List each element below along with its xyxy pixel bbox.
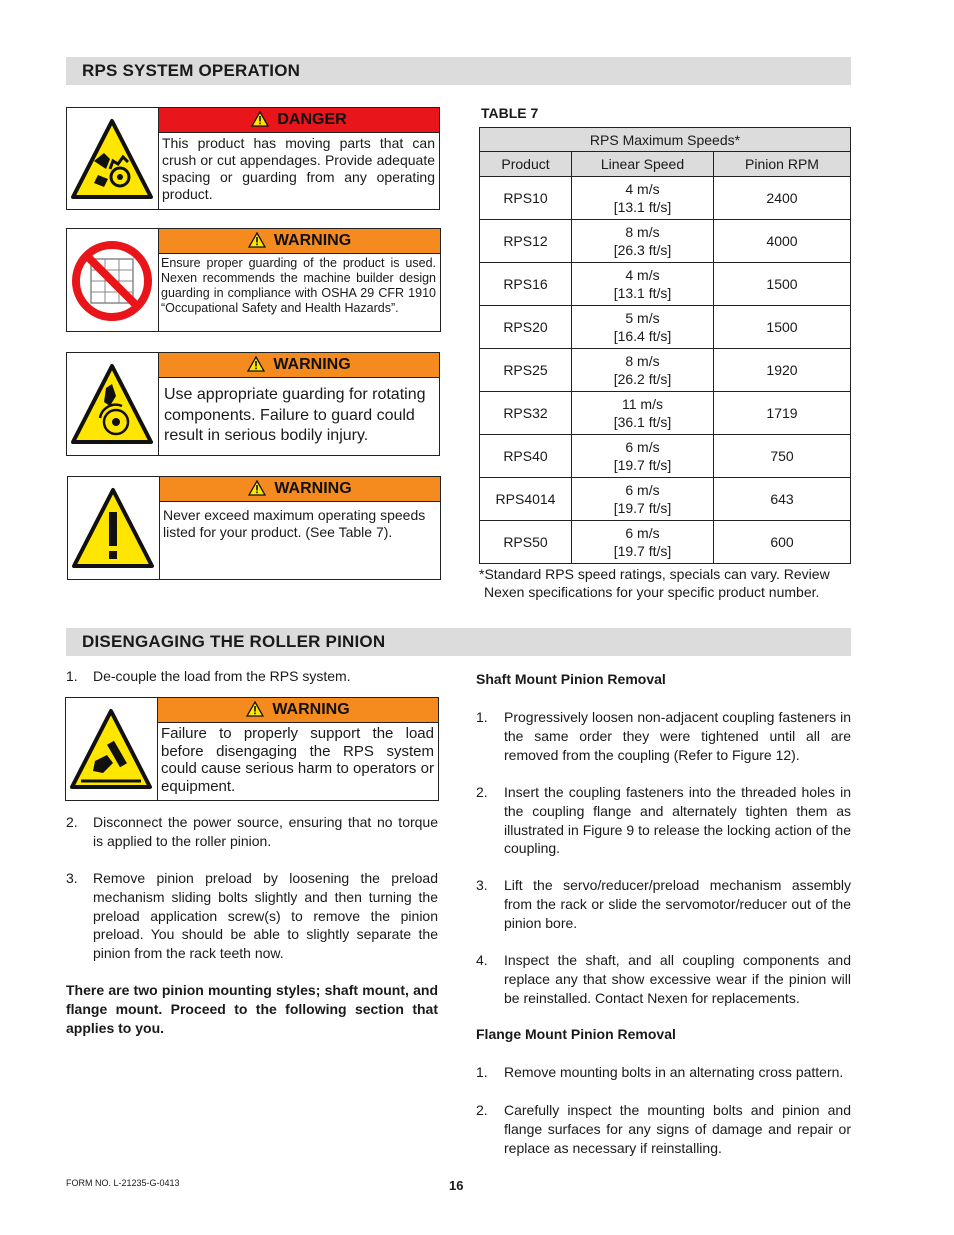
table-row <box>480 177 851 220</box>
warning-guarding-text: Ensure proper guarding of the product is used. Nexen recommends the machine builder design guarding in compliance with OSHA 29 CFR 1910 “Occupational Safety and Health Hazards”. <box>161 256 436 315</box>
footnote-line-2: Nexen specifications for your specific product number. <box>484 584 820 600</box>
product-cell: RPS20 <box>480 306 572 349</box>
step-text: De-couple the load from the RPS system. <box>93 668 351 684</box>
table-row <box>480 349 851 392</box>
step-number: 1. <box>476 709 488 725</box>
step-text: Carefully inspect the mounting bolts and pinion and flange surfaces for any signs of damage and repair or replace as necessary if reinstalling. <box>504 1102 851 1156</box>
danger-header <box>159 108 439 133</box>
rpm-cell: 1500 <box>714 306 851 349</box>
danger-label: DANGER <box>277 111 347 128</box>
warning-triangle-icon <box>248 480 266 504</box>
rpm-cell: 1500 <box>714 263 851 306</box>
danger-alert-box <box>66 107 440 210</box>
product-cell: RPS12 <box>480 220 572 263</box>
rpm-cell: 2400 <box>714 177 851 220</box>
section-title-disengage: DISENGAGING THE ROLLER PINION <box>66 628 851 656</box>
step-text: Remove mounting bolts in an alternating cross pattern. <box>504 1064 844 1080</box>
warning-triangle-icon <box>246 701 264 725</box>
speed-cell: 5 m/s [16.4 ft/s] <box>572 306 714 349</box>
step-text: Lift the servo/reducer/preload mechanism assembly from the rack or slide the servomotor/reducer out of the pinion bore. <box>504 877 851 931</box>
speed-cell: 4 m/s [13.1 ft/s] <box>572 263 714 306</box>
step-text: Disconnect the power source, ensuring that no torque is applied to the roller pinion. <box>93 814 438 849</box>
table-footnote <box>479 565 857 601</box>
table-caption: RPS Maximum Speeds* <box>480 128 851 152</box>
step-number: 1. <box>66 668 78 684</box>
product-cell: RPS16 <box>480 263 572 306</box>
column-header-linear-speed: Linear Speed <box>572 152 714 177</box>
product-cell: RPS40 <box>480 435 572 478</box>
step-number: 3. <box>66 870 78 886</box>
rotating-parts-hazard-icon <box>67 353 159 455</box>
section-title-operation: RPS SYSTEM OPERATION <box>66 57 851 85</box>
falling-load-hazard-icon <box>66 698 158 800</box>
shaft-mount-heading: Shaft Mount Pinion Removal <box>476 671 666 687</box>
warning-load-text: Failure to properly support the load before disengaging the RPS system could cause serious harm to operators or equipment. <box>161 725 434 795</box>
product-cell: RPS10 <box>480 177 572 220</box>
warning-label: WARNING <box>274 480 352 497</box>
speed-cell: 8 m/s [26.2 ft/s] <box>572 349 714 392</box>
rpm-cell: 600 <box>714 521 851 564</box>
product-cell: RPS32 <box>480 392 572 435</box>
step-number: 3. <box>476 877 488 893</box>
exclamation-hazard-icon <box>68 477 160 579</box>
step-number: 1. <box>476 1064 488 1080</box>
warning-guarding-box <box>66 228 441 332</box>
mounting-note: There are two pinion mounting styles; shaft mount, and flange mount. Proceed to the following section that applies to you. <box>66 982 438 1036</box>
warning-triangle-icon <box>248 232 266 256</box>
warning-header <box>158 698 438 723</box>
rpm-cell: 1920 <box>714 349 851 392</box>
table-row <box>480 220 851 263</box>
speed-cell: 6 m/s [19.7 ft/s] <box>572 435 714 478</box>
step-text: Remove pinion preload by loosening the preload mechanism sliding bolts slightly and then turning the preload application screw(s) to remove the pinion preload. You should be able to slightly separate the pinion from the rack teeth now. <box>93 870 438 962</box>
step-number: 4. <box>476 952 488 968</box>
rpm-cell: 1719 <box>714 392 851 435</box>
table-row <box>480 478 851 521</box>
table-label: TABLE 7 <box>481 105 539 121</box>
warning-rotating-text: Use appropriate guarding for rotating components. Failure to guard could result in serious bodily injury. <box>164 386 426 444</box>
warning-rotating-box <box>66 352 440 456</box>
column-header-pinion-rpm: Pinion RPM <box>714 152 851 177</box>
warning-load-box <box>65 697 439 801</box>
speed-cell: 6 m/s [19.7 ft/s] <box>572 478 714 521</box>
step-text: Inspect the shaft, and all coupling components and replace any that show excessive wear if the pinion will be reinstalled. Contact Nexen for replacements. <box>504 952 851 1006</box>
table-row <box>480 435 851 478</box>
rpm-cell: 4000 <box>714 220 851 263</box>
rpm-cell: 750 <box>714 435 851 478</box>
product-cell: RPS50 <box>480 521 572 564</box>
danger-text: This product has moving parts that can crush or cut appendages. Provide adequate spacing or guarding from any operating product. <box>162 135 435 202</box>
product-cell: RPS25 <box>480 349 572 392</box>
speed-cell: 8 m/s [26.3 ft/s] <box>572 220 714 263</box>
form-number: FORM NO. L-21235-G-0413 <box>66 1178 180 1188</box>
step-number: 2. <box>476 1102 488 1118</box>
page-number: 16 <box>449 1178 464 1193</box>
speed-cell: 11 m/s [36.1 ft/s] <box>572 392 714 435</box>
warning-speed-text: Never exceed maximum operating speeds listed for your product. (See Table 7). <box>163 507 426 540</box>
rpm-cell: 643 <box>714 478 851 521</box>
table-row <box>480 392 851 435</box>
step-number: 2. <box>66 814 78 830</box>
step-number: 2. <box>476 784 488 800</box>
table-row <box>480 521 851 564</box>
warning-header <box>160 477 440 502</box>
warning-header <box>159 353 439 378</box>
speed-cell: 4 m/s [13.1 ft/s] <box>572 177 714 220</box>
column-header-product: Product <box>480 152 572 177</box>
warning-label: WARNING <box>273 356 351 373</box>
crush-hazard-icon <box>67 108 159 209</box>
table-row <box>480 263 851 306</box>
warning-label: WARNING <box>273 232 352 249</box>
no-removed-guard-icon <box>67 229 159 331</box>
warning-label: WARNING <box>272 701 350 718</box>
speed-table <box>479 127 851 564</box>
flange-mount-heading: Flange Mount Pinion Removal <box>476 1026 676 1042</box>
warning-triangle-icon <box>247 356 265 380</box>
warning-header <box>159 229 440 254</box>
warning-speed-box <box>67 476 441 580</box>
footnote-line-1: *Standard RPS speed ratings, specials can vary. Review <box>479 566 830 582</box>
speed-cell: 6 m/s [19.7 ft/s] <box>572 521 714 564</box>
warning-triangle-icon <box>251 111 269 135</box>
step-text: Insert the coupling fasteners into the threaded holes in the coupling flange and alternately tighten them as illustrated in Figure 9 to release the locking action of the coupling. <box>504 784 851 857</box>
step-text: Progressively loosen non-adjacent coupling fasteners in the same order they were tightened until all are removed from the coupling (Refer to Figure 12). <box>504 709 851 763</box>
table-row <box>480 306 851 349</box>
product-cell: RPS4014 <box>480 478 572 521</box>
